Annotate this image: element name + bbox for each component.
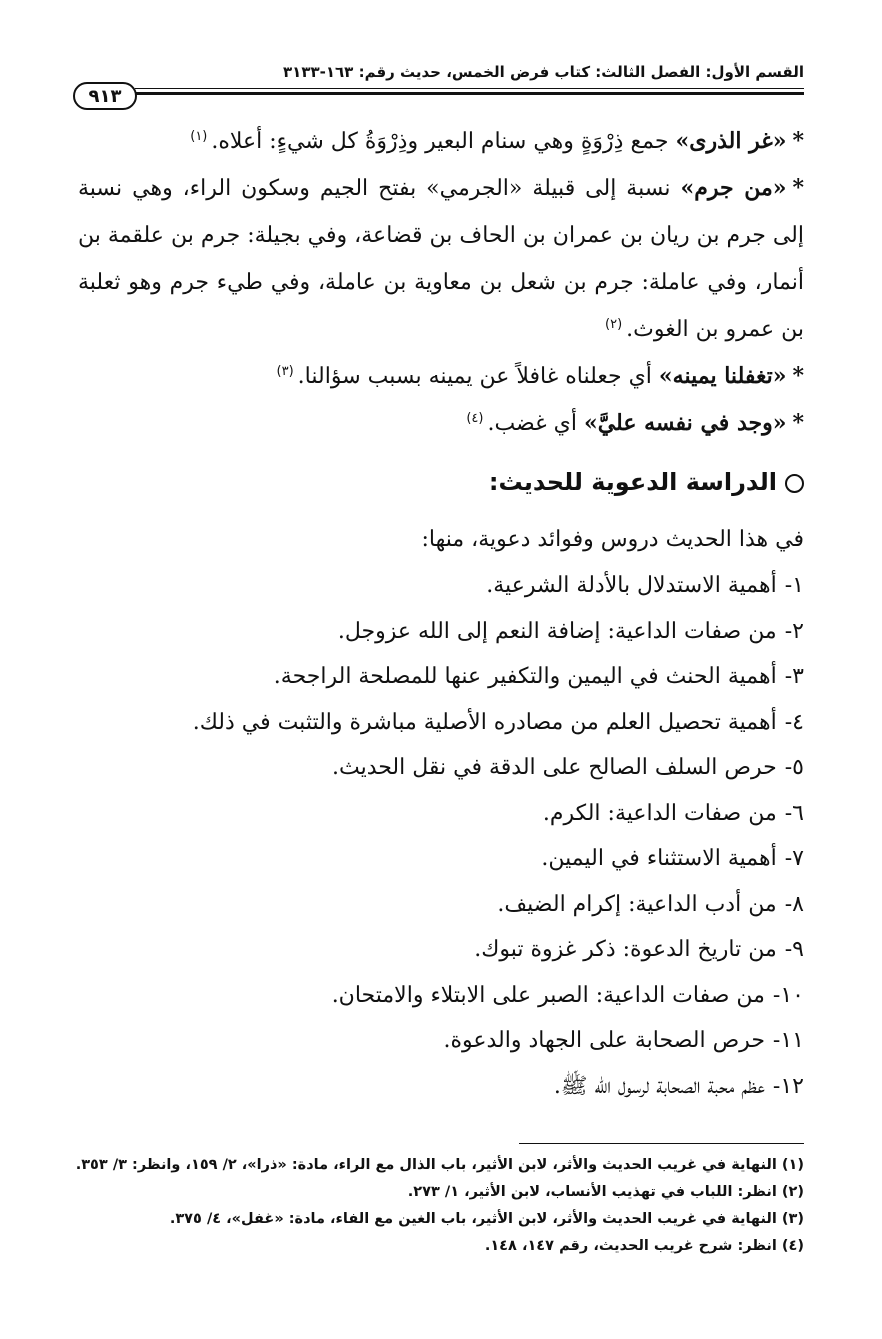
list-item [78,791,804,837]
item-text: حرص الصحابة على الجهاد والدعوة. [443,1028,765,1053]
header-rule-thick [135,92,804,95]
item-number: ١- [784,573,804,598]
list-item [78,700,804,746]
item-number: ٦- [784,800,804,826]
list-item [78,927,804,973]
glossary-text: نسبة إلى قبيلة «الجرمي» بفتح الجيم وسكون الراء، وهي نسبة إلى جرم بن ريان بن عمران بن الحاف بن قضاعة، وفي بجيلة: جرم بن علقمة بن أنمار، وفي عاملة: جرم بن شعل بن معاوية بن عاملة، وفي طيء جرم وهو ثعلبة بن عمرو بن الغوث. [78,176,804,342]
list-item [78,973,804,1019]
glossary-term: «وجد في نفسه عليَّ» [583,410,787,436]
bullet-star: * [792,410,804,436]
page-number-badge [73,82,137,110]
running-header [135,63,804,85]
bullet-star: * [792,128,804,154]
item-number: ٣- [784,664,804,689]
list-item [78,836,804,882]
glossary-term: «تغفلنا يمينه» [658,363,787,389]
glossary-term: «من جرم» [680,175,787,201]
item-text: من صفات الداعية: إضافة النعم إلى الله عزوجل. [337,618,777,644]
lessons-list [78,563,804,1109]
list-item [78,745,804,791]
item-number: ١٠- [772,982,804,1008]
bullet-star: * [792,175,804,201]
item-text: حرص السلف الصالح على الدقة في نقل الحديث. [331,755,777,780]
list-item [78,654,804,700]
glossary-term: «غر الذرى» [675,128,787,154]
glossary-entry [78,353,804,400]
item-number: ٤- [784,709,804,735]
item-text: من صفات الداعية: الكرم. [542,800,777,826]
header-rule-thin [135,88,804,89]
item-text: أهمية الاستثناء في اليمين. [541,846,777,871]
footnote: (١) النهاية في غريب الحديث والأثر، لابن الأثير، باب الذال مع الراء، مادة: «ذرا»، ٢/ ١٥٩، وانظر: ٣/ ٣٥٣. [75,1157,804,1173]
footnotes [75,1152,804,1260]
running-title: القسم الأول: الفصل الثالث: كتاب فرض الخمس، حديث رقم: ١٦٣-٣١٣٣ [283,63,804,81]
section-title-text: الدراسة الدعوية للحديث: [488,468,777,496]
footnote-separator [519,1143,804,1144]
glossary-entry [78,118,804,165]
list-item [78,882,804,928]
item-number: ١٢- [772,1073,804,1099]
footnote: (٢) انظر: اللباب في تهذيب الأنساب، لابن الأثير، ١/ ٢٧٣. [407,1184,804,1200]
item-text: عظم محبة الصحابة لرسول الله ﷺ. [553,1073,765,1099]
glossary-text: أي جعلناه غافلاً عن يمينه بسبب سؤالنا. [297,364,659,389]
section-title [78,459,804,506]
glossary-entry [78,165,804,353]
footnote-ref: (٢) [605,316,623,332]
item-text: أهمية الحنث في اليمين والتكفير عنها للمصلحة الراجحة. [273,664,777,689]
item-number: ٨- [784,891,804,917]
item-text: أهمية الاستدلال بالأدلة الشرعية. [486,573,777,598]
bullet-star: * [792,363,804,389]
glossary-entry [78,400,804,447]
circle-bullet-icon [785,474,804,493]
footnote: (٤) انظر: شرح غريب الحديث، رقم ١٤٧، ١٤٨. [484,1238,804,1254]
section-intro: في هذا الحديث دروس وفوائد دعوية، منها: [421,527,804,552]
page-number: ٩١٣ [88,85,122,107]
item-text: أهمية تحصيل العلم من مصادره الأصلية مباشرة والتثبت في ذلك. [192,709,777,735]
item-number: ٧- [784,846,804,871]
glossary-text: جمع ذِرْوَةٍ وهي سنام البعير وذِرْوَةُ كل شيءٍ: أعلاه. [211,129,676,154]
item-number: ١١- [772,1028,804,1053]
item-number: ٥- [784,755,804,780]
item-number: ٩- [784,937,804,962]
footnote-ref: (٤) [466,410,484,426]
page-body [78,118,804,1109]
list-item [78,1018,804,1064]
item-text: من صفات الداعية: الصبر على الابتلاء والامتحان. [331,982,765,1008]
list-item [78,1064,804,1110]
item-text: من أدب الداعية: إكرام الضيف. [497,891,777,917]
list-item [78,563,804,609]
list-item [78,609,804,655]
footnote-ref: (٣) [276,363,294,379]
item-number: ٢- [784,618,804,644]
item-text: من تاريخ الدعوة: ذكر غزوة تبوك. [474,937,777,962]
footnote: (٣) النهاية في غريب الحديث والأثر، لابن الأثير، باب الغين مع الفاء، مادة: «غفل»، ٤/ ٣٧٥. [169,1211,804,1227]
glossary-text: أي غضب. [487,411,584,436]
footnote-ref: (١) [190,128,208,144]
